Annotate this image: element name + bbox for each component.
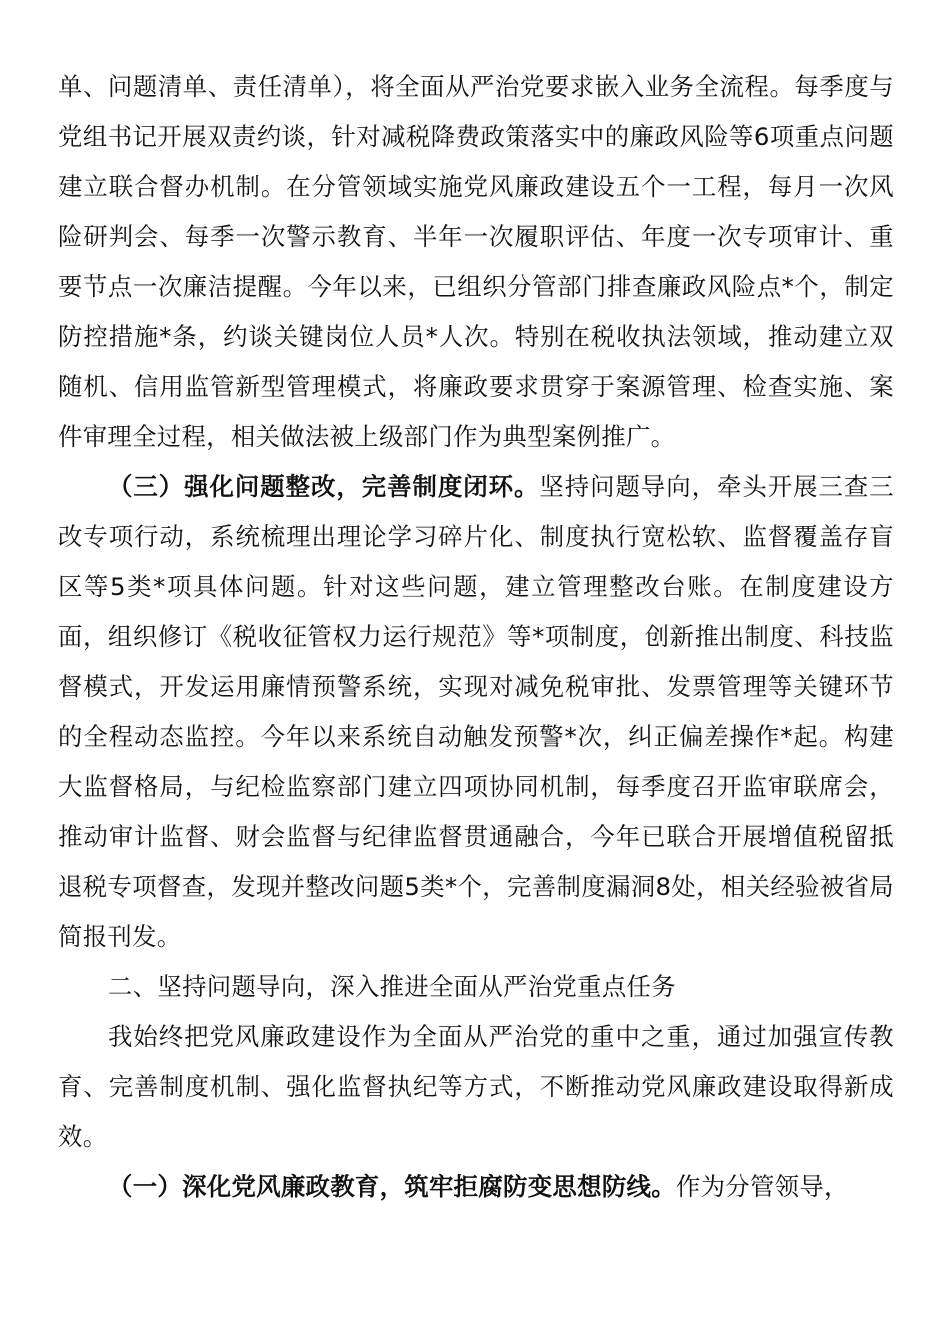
paragraph-text: 作为分管领导，	[675, 1172, 849, 1201]
paragraph-continuation	[58, 62, 894, 462]
paragraph-intro	[58, 1012, 894, 1162]
section-heading-three: （三）强化问题整改，完善制度闭环。	[108, 472, 540, 501]
paragraph-section-one	[58, 1162, 894, 1212]
paragraph-section-three	[58, 462, 894, 962]
chapter-heading-two	[58, 962, 894, 1012]
chapter-heading-text: 二、坚持问题导向，深入推进全面从严治党重点任务	[108, 972, 676, 1001]
document-body	[58, 62, 894, 1212]
paragraph-text: 我始终把党风廉政建设作为全面从严治党的重中之重，通过加强宣传教育、完善制度机制、强化监督执纪等方式，不断推动党风廉政建设取得新成效。	[58, 1022, 894, 1151]
paragraph-text: 单、问题清单、责任清单），将全面从严治党要求嵌入业务全流程。每季度与党组书记开展双责约谈，针对减税降费政策落实中的廉政风险等6项重点问题建立联合督办机制。在分管领域实施党风廉政建设五个一工程，每月一次风险研判会、每季一次警示教育、半年一次履职评估、年度一次专项审计、重要节点一次廉洁提醒。今年以来，已组织分管部门排查廉政风险点*个，制定防控措施*条，约谈关键岗位人员*人次。特别在税收执法领域，推动建立双随机、信用监管新型管理模式，将廉政要求贯穿于案源管理、检查实施、案件审理全过程，相关做法被上级部门作为典型案例推广。	[58, 72, 894, 451]
paragraph-text: 坚持问题导向，牵头开展三查三改专项行动，系统梳理出理论学习碎片化、制度执行宽松软、监督覆盖存盲区等5类*项具体问题。针对这些问题，建立管理整改台账。在制度建设方面，组织修订《税收征管权力运行规范》等*项制度，创新推出制度、科技监督模式，开发运用廉情预警系统，实现对减免税审批、发票管理等关键环节的全程动态监控。今年以来系统自动触发预警*次，纠正偏差操作*起。构建大监督格局，与纪检监察部门建立四项协同机制，每季度召开监审联席会，推动审计监督、财会监督与纪律监督贯通融合，今年已联合开展增值税留抵退税专项督查，发现并整改问题5类*个，完善制度漏洞8处，相关经验被省局简报刊发。	[58, 472, 894, 951]
section-heading-one: （一）深化党风廉政教育，筑牢拒腐防变思想防线。	[108, 1172, 676, 1201]
